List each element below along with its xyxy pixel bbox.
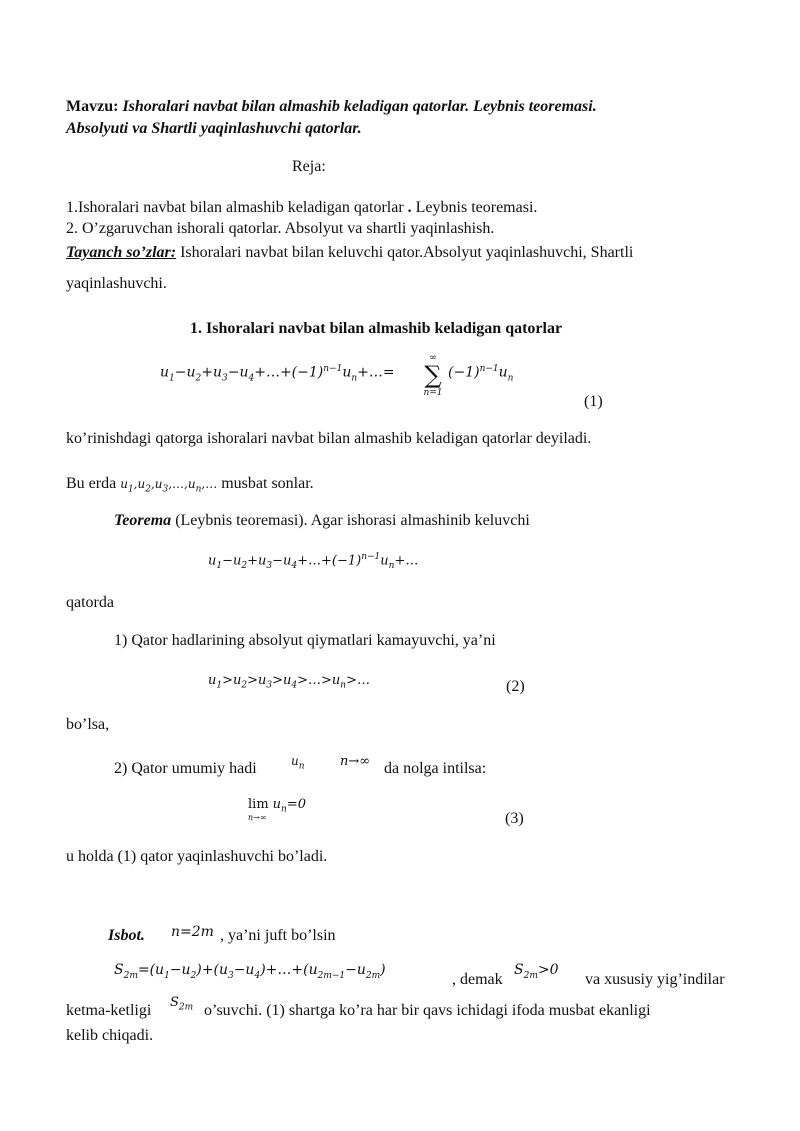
formula-limit-subscript: n→∞ [248, 813, 267, 822]
keywords-text: Ishoralari navbat bilan keluvchi qator.Absolyut yaqinlashuvchi, Shartli [180, 244, 634, 261]
musbat-text: musbat sonlar. [221, 475, 314, 492]
proof-line-2-end: o’suvchi. (1) shartga ko’ra har bir qavs ichidagi ifoda musbat ekanligi [204, 1002, 651, 1019]
formula-series-2: $u_1-u_2+u_3-u_4+\dots+(-1)^{n-1}u_n+\dots$ [208, 552, 419, 571]
proof-line-3: kelib chiqadi. [66, 1027, 154, 1044]
plan-heading: Reja: [292, 158, 326, 175]
formula-series-1-rhs: $(-1)^{n-1}u_n$ [448, 364, 514, 384]
formula-decreasing: $u_1>u_2>u_3>u_4>\dots>u_n>\dots$ [208, 673, 370, 691]
plan-item-1 [66, 199, 537, 217]
formula-terms: $u_1,u_2,u_3,\dots,u_n,\dots$ [120, 477, 218, 495]
equation-number-3: (3) [505, 810, 524, 827]
bu-erda-text: Bu erda [66, 475, 117, 492]
topic-label: Mavzu: [66, 98, 119, 115]
theorem-label: Teorema [114, 512, 172, 529]
formula-limit: $\lim u_n=0$ [248, 797, 306, 815]
keywords-label: Tayanch so’zlar: [66, 244, 177, 261]
bu-erda-line [66, 475, 314, 494]
plan-item-1-tail: Leybnis teoremasi. [415, 199, 538, 216]
topic-title-line2: Absolyuti va Shartli yaqinlashuvchi qatorlar. [66, 120, 362, 137]
formula-n-even: n=2m [171, 924, 214, 940]
plan-item-1-text: 1.Ishoralari navbat bilan almashib keladigan qatorlar [66, 199, 404, 216]
sum-symbol: ∞ ∑ n=1 [423, 353, 443, 398]
condition-2-start: 2) Qator umumiy hadi [114, 760, 257, 777]
formula-un: $u_n$ [291, 754, 305, 772]
proof-line-2-start: ketma-ketligi [66, 1002, 152, 1019]
equation-number-2: (2) [506, 678, 525, 695]
definition-text: ko’rinishdagi qatorga ishoralari navbat bilan almashib keladigan qatorlar deyiladi. [66, 430, 592, 447]
theorem-line [114, 512, 530, 530]
demak-text: , demak [452, 971, 503, 988]
topic-title-line1: Ishoralari navbat bilan almashib keladigan qatorlar. Leybnis teoremasi. [122, 98, 597, 115]
formula-n-to-infinity: n→∞ [340, 754, 371, 769]
section-heading: 1. Ishoralari navbat bilan almashib keladigan qatorlar [190, 320, 563, 337]
condition-2 [114, 760, 257, 778]
proof-text-1: , ya’ni juft bo’lsin [220, 927, 336, 944]
xususiy-text: va xususiy yig’indilar [585, 971, 725, 988]
bolsa-text: bo’lsa, [66, 716, 110, 733]
plan-item-1-dot: . [407, 199, 412, 216]
theorem-text: (Leybnis teoremasi). Agar ishorasi almashinib keluvchi [175, 512, 530, 529]
condition-2-end: da nolga intilsa: [384, 760, 487, 777]
equation-number-1: (1) [584, 393, 603, 410]
keywords-text-line2: yaqinlashuvchi. [66, 275, 167, 292]
formula-partial-sum: $S_{2m}=(u_1-u_2)+(u_3-u_4)+\dots+(u_{2m-1}-u_{2m})$ [114, 962, 386, 981]
formula-s2m: $S_{2m}$ [170, 995, 194, 1013]
conclusion-text: u holda (1) qator yaqinlashuvchi bo’ladi. [66, 848, 328, 865]
topic-block [66, 94, 750, 119]
formula-series-1: $u_1-u_2+u_3-u_4+\dots+(-1)^{n-1}u_n+\dots=$ [160, 364, 395, 384]
qatorda-text: qatorda [66, 594, 114, 611]
keywords-block [66, 240, 750, 265]
condition-1: 1) Qator hadlarining absolyut qiymatlari kamayuvchi, ya’ni [114, 632, 496, 649]
plan-item-2: 2. O’zgaruvchan ishorali qatorlar. Absolyut va shartli yaqinlashish. [66, 220, 495, 237]
formula-s2m-positive: $S_{2m}>0$ [514, 962, 559, 981]
proof-label: Isbot. [108, 927, 145, 944]
